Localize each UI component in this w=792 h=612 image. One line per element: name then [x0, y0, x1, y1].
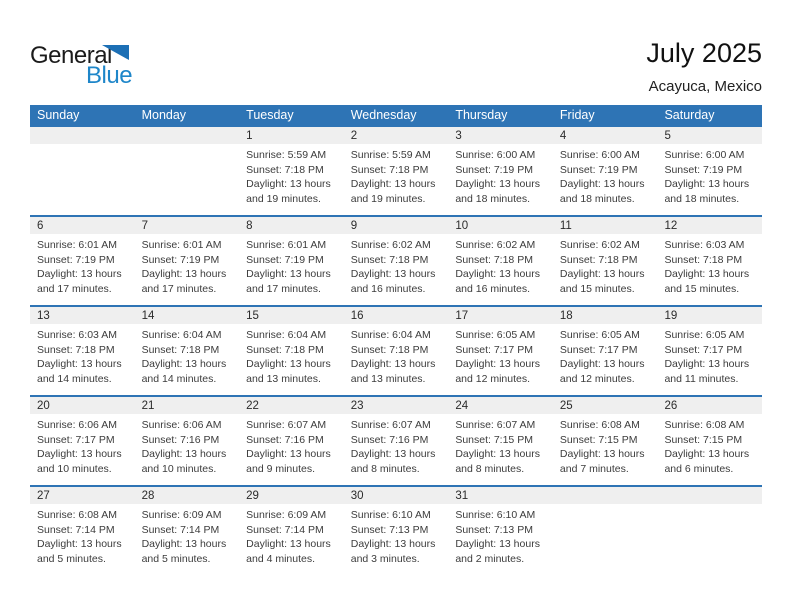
- detail-line: Sunset: 7:18 PM: [455, 253, 533, 266]
- detail-line: Sunrise: 6:02 AM: [559, 239, 640, 251]
- day-details: [344, 144, 449, 206]
- week-row: [30, 305, 762, 395]
- day-number-band: [657, 217, 762, 234]
- day-number-band: [344, 217, 449, 234]
- detail-line: and 19 minutes.: [246, 192, 321, 205]
- detail-line: Sunset: 7:17 PM: [664, 343, 743, 356]
- day-cell: [344, 487, 449, 575]
- day-number-band: [30, 307, 135, 324]
- day-number-band: [239, 217, 344, 234]
- detail-line: Sunrise: 6:04 AM: [141, 329, 222, 341]
- detail-line: Daylight: 13 hours: [455, 538, 540, 551]
- detail-line: Sunrise: 6:02 AM: [455, 239, 536, 251]
- day-details: [239, 144, 344, 206]
- detail-line: and 8 minutes.: [350, 462, 420, 475]
- detail-line: Sunset: 7:14 PM: [37, 523, 115, 536]
- day-cell: [448, 487, 553, 575]
- day-cell: [448, 397, 553, 485]
- detail-line: Sunset: 7:14 PM: [246, 523, 324, 536]
- detail-line: Sunrise: 6:10 AM: [350, 509, 431, 521]
- day-cell: [344, 397, 449, 485]
- day-number-band: [553, 397, 658, 414]
- day-cell: [448, 217, 553, 305]
- detail-line: Sunrise: 6:06 AM: [141, 419, 222, 431]
- detail-line: and 6 minutes.: [664, 462, 734, 475]
- day-details: [135, 414, 240, 476]
- day-number-band: [553, 217, 658, 234]
- day-cell: [657, 307, 762, 395]
- day-cell: [239, 487, 344, 575]
- detail-line: Daylight: 13 hours: [37, 448, 122, 461]
- day-number: 22: [246, 400, 259, 412]
- detail-line: Daylight: 13 hours: [246, 448, 331, 461]
- day-number-band: [239, 397, 344, 414]
- day-cell: [135, 217, 240, 305]
- day-details: [448, 324, 553, 386]
- day-details: [553, 144, 658, 206]
- day-number-band: [135, 487, 240, 504]
- day-details: [30, 234, 135, 296]
- day-number-band: [239, 127, 344, 144]
- day-number: 8: [246, 220, 253, 232]
- detail-line: and 12 minutes.: [455, 372, 531, 385]
- detail-line: Sunset: 7:13 PM: [350, 523, 429, 536]
- weekday-header-saturday: Saturday: [664, 108, 715, 122]
- day-number-band: [135, 307, 240, 324]
- day-number-band: [657, 487, 762, 504]
- detail-line: Sunset: 7:19 PM: [246, 253, 324, 266]
- day-number: 17: [455, 310, 469, 322]
- detail-line: and 3 minutes.: [350, 552, 420, 565]
- day-number-band: [553, 487, 658, 504]
- day-number: 21: [141, 400, 155, 412]
- day-details: [553, 414, 658, 476]
- detail-line: Daylight: 13 hours: [664, 268, 750, 281]
- day-details: [239, 234, 344, 296]
- detail-line: Daylight: 13 hours: [455, 358, 540, 371]
- logo-text-blue: Blue: [86, 62, 133, 89]
- detail-line: Sunset: 7:17 PM: [37, 433, 115, 446]
- week-row: [30, 395, 762, 485]
- detail-line: Sunrise: 6:03 AM: [37, 329, 117, 341]
- day-details: [30, 504, 135, 566]
- detail-line: Daylight: 13 hours: [246, 268, 331, 281]
- day-number-band: [30, 127, 135, 144]
- detail-line: and 5 minutes.: [37, 552, 106, 565]
- detail-line: Sunrise: 6:09 AM: [141, 509, 222, 521]
- day-number: 10: [455, 220, 469, 232]
- detail-line: Sunrise: 6:08 AM: [559, 419, 640, 431]
- detail-line: Sunrise: 6:05 AM: [559, 329, 640, 341]
- day-number-band: [135, 217, 240, 234]
- day-number: 23: [350, 400, 364, 412]
- day-number: 14: [141, 310, 155, 322]
- day-number-band: [657, 397, 762, 414]
- detail-line: Sunset: 7:19 PM: [559, 163, 638, 176]
- detail-line: Daylight: 13 hours: [559, 268, 645, 281]
- detail-line: Sunrise: 6:10 AM: [455, 509, 536, 521]
- weekday-header-sunday: Sunday: [37, 108, 80, 122]
- day-number: 20: [37, 400, 50, 412]
- day-details: [344, 504, 449, 566]
- empty-cell: [553, 487, 658, 575]
- detail-line: Sunrise: 6:08 AM: [664, 419, 745, 431]
- detail-line: Sunset: 7:18 PM: [246, 343, 324, 356]
- detail-line: Sunrise: 6:00 AM: [455, 149, 536, 161]
- day-number-band: [239, 307, 344, 324]
- week-row: [30, 215, 762, 305]
- day-cell: [657, 217, 762, 305]
- detail-line: and 17 minutes.: [246, 282, 321, 295]
- detail-line: Daylight: 13 hours: [246, 358, 331, 371]
- day-number: 29: [246, 490, 259, 502]
- detail-line: Sunset: 7:15 PM: [559, 433, 638, 446]
- detail-line: Sunset: 7:16 PM: [246, 433, 324, 446]
- day-details: [30, 414, 135, 476]
- detail-line: Daylight: 13 hours: [37, 358, 122, 371]
- day-cell: [239, 127, 344, 215]
- day-number-band: [135, 127, 240, 144]
- day-number: 30: [350, 490, 364, 502]
- detail-line: and 15 minutes.: [664, 282, 740, 295]
- day-number: 9: [350, 220, 358, 232]
- day-details: [448, 234, 553, 296]
- detail-line: Daylight: 13 hours: [559, 178, 645, 191]
- detail-line: and 13 minutes.: [350, 372, 426, 385]
- weekday-header-tuesday: Tuesday: [246, 108, 294, 122]
- detail-line: Sunset: 7:18 PM: [141, 343, 220, 356]
- day-details: [448, 414, 553, 476]
- detail-line: and 4 minutes.: [246, 552, 316, 565]
- detail-line: Sunset: 7:18 PM: [350, 253, 429, 266]
- day-number-band: [239, 487, 344, 504]
- day-cell: [553, 127, 658, 215]
- detail-line: and 18 minutes.: [559, 192, 635, 205]
- day-number: 6: [37, 220, 44, 232]
- day-cell: [30, 397, 135, 485]
- day-number-band: [448, 307, 553, 324]
- logo-text-general: General: [30, 42, 112, 69]
- detail-line: Sunrise: 6:07 AM: [246, 419, 327, 431]
- detail-line: and 11 minutes.: [664, 372, 739, 385]
- detail-line: Sunset: 7:18 PM: [664, 253, 743, 266]
- detail-line: Sunrise: 6:05 AM: [664, 329, 745, 341]
- day-cell: [448, 127, 553, 215]
- detail-line: Daylight: 13 hours: [246, 178, 331, 191]
- day-details: [239, 324, 344, 386]
- detail-line: Sunrise: 6:04 AM: [246, 329, 327, 341]
- day-number: 5: [664, 130, 671, 142]
- day-number: 16: [350, 310, 364, 322]
- detail-line: Sunset: 7:18 PM: [246, 163, 324, 176]
- day-number-band: [448, 487, 553, 504]
- detail-line: Daylight: 13 hours: [664, 448, 750, 461]
- day-number-band: [553, 127, 658, 144]
- day-cell: [239, 217, 344, 305]
- day-details: [657, 414, 762, 476]
- weekday-header-wednesday: Wednesday: [350, 108, 417, 122]
- detail-line: and 17 minutes.: [141, 282, 217, 295]
- detail-line: Sunset: 7:19 PM: [141, 253, 220, 266]
- day-number: 1: [246, 130, 253, 142]
- detail-line: Sunrise: 6:01 AM: [37, 239, 117, 251]
- day-cell: [344, 127, 449, 215]
- detail-line: Daylight: 13 hours: [455, 268, 540, 281]
- day-number: 27: [37, 490, 50, 502]
- day-details: [553, 324, 658, 386]
- detail-line: and 14 minutes.: [141, 372, 217, 385]
- detail-line: Sunrise: 5:59 AM: [246, 149, 327, 161]
- detail-line: Daylight: 13 hours: [350, 448, 436, 461]
- detail-line: and 13 minutes.: [246, 372, 321, 385]
- week-row: [30, 485, 762, 575]
- detail-line: and 12 minutes.: [559, 372, 635, 385]
- day-details: [553, 234, 658, 296]
- detail-line: Sunset: 7:19 PM: [664, 163, 743, 176]
- detail-line: Daylight: 13 hours: [141, 268, 227, 281]
- detail-line: Sunset: 7:17 PM: [455, 343, 533, 356]
- detail-line: and 18 minutes.: [664, 192, 740, 205]
- day-cell: [657, 397, 762, 485]
- detail-line: and 14 minutes.: [37, 372, 112, 385]
- day-number: 13: [37, 310, 50, 322]
- detail-line: and 5 minutes.: [141, 552, 211, 565]
- detail-line: and 17 minutes.: [37, 282, 112, 295]
- detail-line: Daylight: 13 hours: [350, 178, 436, 191]
- weekday-header-thursday: Thursday: [455, 108, 508, 122]
- day-number-band: [553, 307, 658, 324]
- day-details: [448, 144, 553, 206]
- day-number: 7: [141, 220, 148, 232]
- detail-line: Daylight: 13 hours: [455, 178, 540, 191]
- detail-line: Sunset: 7:17 PM: [559, 343, 638, 356]
- day-cell: [135, 307, 240, 395]
- day-number-band: [344, 487, 449, 504]
- detail-line: and 8 minutes.: [455, 462, 525, 475]
- day-number-band: [448, 127, 553, 144]
- day-number-band: [448, 217, 553, 234]
- detail-line: Daylight: 13 hours: [141, 448, 227, 461]
- detail-line: Daylight: 13 hours: [37, 268, 122, 281]
- day-cell: [30, 307, 135, 395]
- detail-line: Sunrise: 6:09 AM: [246, 509, 327, 521]
- day-number-band: [344, 307, 449, 324]
- day-details: [344, 234, 449, 296]
- day-cell: [553, 397, 658, 485]
- day-details: [30, 324, 135, 386]
- day-number: 18: [559, 310, 573, 322]
- detail-line: Sunrise: 6:04 AM: [350, 329, 431, 341]
- day-cell: [239, 307, 344, 395]
- day-details: [135, 504, 240, 566]
- detail-line: Daylight: 13 hours: [664, 358, 750, 371]
- detail-line: Sunrise: 6:08 AM: [37, 509, 117, 521]
- detail-line: Daylight: 13 hours: [455, 448, 540, 461]
- calendar-grid: [30, 125, 762, 575]
- detail-line: Daylight: 13 hours: [664, 178, 750, 191]
- day-details: [448, 504, 553, 566]
- day-number-band: [30, 397, 135, 414]
- day-number-band: [448, 397, 553, 414]
- detail-line: Sunset: 7:15 PM: [664, 433, 743, 446]
- day-cell: [657, 127, 762, 215]
- day-number-band: [344, 397, 449, 414]
- detail-line: Sunrise: 6:01 AM: [246, 239, 327, 251]
- detail-line: Daylight: 13 hours: [37, 538, 122, 551]
- calendar: [30, 105, 762, 575]
- detail-line: Sunrise: 6:00 AM: [664, 149, 745, 161]
- detail-line: Daylight: 13 hours: [559, 448, 645, 461]
- day-cell: [135, 487, 240, 575]
- day-number: 4: [559, 130, 567, 142]
- detail-line: Sunrise: 6:02 AM: [350, 239, 431, 251]
- general-blue-logo: [30, 42, 170, 88]
- day-number-band: [657, 307, 762, 324]
- day-number: 31: [455, 490, 469, 502]
- detail-line: Sunset: 7:15 PM: [455, 433, 533, 446]
- day-details: [135, 234, 240, 296]
- detail-line: and 2 minutes.: [455, 552, 525, 565]
- detail-line: Sunset: 7:14 PM: [141, 523, 220, 536]
- day-number: 19: [664, 310, 678, 322]
- day-number: 11: [559, 220, 572, 232]
- day-number: 26: [664, 400, 678, 412]
- detail-line: Sunrise: 6:07 AM: [455, 419, 536, 431]
- day-number: 3: [455, 130, 462, 142]
- detail-line: Sunrise: 6:03 AM: [664, 239, 745, 251]
- detail-line: and 7 minutes.: [559, 462, 629, 475]
- detail-line: Sunset: 7:19 PM: [455, 163, 533, 176]
- detail-line: Sunset: 7:18 PM: [350, 163, 429, 176]
- day-number-band: [30, 487, 135, 504]
- detail-line: Sunrise: 6:01 AM: [141, 239, 222, 251]
- detail-line: Sunrise: 6:05 AM: [455, 329, 536, 341]
- weekday-header-row: [30, 105, 762, 125]
- day-number-band: [657, 127, 762, 144]
- day-number: 28: [141, 490, 155, 502]
- detail-line: Sunset: 7:18 PM: [37, 343, 115, 356]
- empty-cell: [657, 487, 762, 575]
- day-cell: [553, 217, 658, 305]
- detail-line: Sunrise: 6:06 AM: [37, 419, 117, 431]
- detail-line: and 18 minutes.: [455, 192, 531, 205]
- day-number-band: [135, 397, 240, 414]
- location-subtitle: Acayuca, Mexico: [648, 78, 762, 95]
- detail-line: Sunset: 7:18 PM: [350, 343, 429, 356]
- detail-line: and 10 minutes.: [37, 462, 112, 475]
- weekday-header-monday: Monday: [141, 108, 187, 122]
- detail-line: Daylight: 13 hours: [141, 538, 227, 551]
- day-number: 15: [246, 310, 259, 322]
- day-cell: [30, 217, 135, 305]
- day-details: [657, 144, 762, 206]
- day-cell: [135, 397, 240, 485]
- day-details: [135, 324, 240, 386]
- empty-cell: [30, 127, 135, 215]
- day-number: 12: [664, 220, 678, 232]
- day-details: [344, 414, 449, 476]
- page-title: July 2025: [646, 38, 762, 68]
- detail-line: Daylight: 13 hours: [141, 358, 227, 371]
- detail-line: Sunset: 7:16 PM: [350, 433, 429, 446]
- day-details: [239, 504, 344, 566]
- detail-line: and 10 minutes.: [141, 462, 217, 475]
- day-details: [239, 414, 344, 476]
- day-number: 24: [455, 400, 469, 412]
- day-number: 2: [350, 130, 358, 142]
- detail-line: Sunrise: 5:59 AM: [350, 149, 431, 161]
- detail-line: and 9 minutes.: [246, 462, 316, 475]
- day-number-band: [344, 127, 449, 144]
- empty-cell: [135, 127, 240, 215]
- day-details: [657, 234, 762, 296]
- detail-line: Daylight: 13 hours: [350, 358, 436, 371]
- day-details: [657, 324, 762, 386]
- day-cell: [344, 217, 449, 305]
- title-block: [646, 38, 762, 95]
- detail-line: Sunset: 7:16 PM: [141, 433, 220, 446]
- day-cell: [30, 487, 135, 575]
- detail-line: Sunset: 7:13 PM: [455, 523, 533, 536]
- day-cell: [553, 307, 658, 395]
- day-cell: [344, 307, 449, 395]
- detail-line: and 16 minutes.: [455, 282, 531, 295]
- detail-line: and 15 minutes.: [559, 282, 635, 295]
- day-cell: [448, 307, 553, 395]
- day-number: 25: [559, 400, 573, 412]
- day-cell: [239, 397, 344, 485]
- detail-line: Sunrise: 6:00 AM: [559, 149, 640, 161]
- detail-line: Sunset: 7:18 PM: [559, 253, 638, 266]
- detail-line: Daylight: 13 hours: [350, 538, 436, 551]
- week-row: [30, 125, 762, 215]
- detail-line: Daylight: 13 hours: [246, 538, 331, 551]
- detail-line: and 19 minutes.: [350, 192, 426, 205]
- day-details: [344, 324, 449, 386]
- weekday-header-friday: Friday: [559, 108, 595, 122]
- day-number-band: [30, 217, 135, 234]
- detail-line: and 16 minutes.: [350, 282, 426, 295]
- detail-line: Daylight: 13 hours: [559, 358, 645, 371]
- detail-line: Sunrise: 6:07 AM: [350, 419, 431, 431]
- detail-line: Sunset: 7:19 PM: [37, 253, 115, 266]
- detail-line: Daylight: 13 hours: [350, 268, 436, 281]
